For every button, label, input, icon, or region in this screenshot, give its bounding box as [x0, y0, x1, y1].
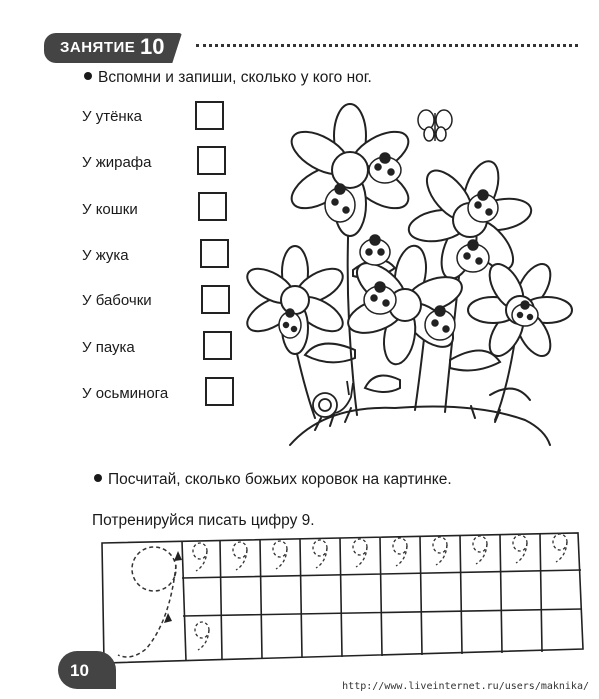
watermark-url[interactable]: http://www.liveinternet.ru/users/maknika/ — [342, 681, 589, 692]
task-text: Посчитай, сколько божьих коровок на картинке. — [108, 471, 452, 488]
answer-box-octopus[interactable] — [205, 377, 234, 406]
digit-writing-grid — [96, 531, 586, 671]
traced-nine — [513, 535, 527, 563]
answer-box-giraffe[interactable] — [197, 146, 226, 175]
traced-nine — [313, 540, 327, 568]
animal-label-giraffe: У жирафа — [82, 154, 152, 171]
animal-label-duckling: У утёнка — [82, 108, 142, 125]
header-dotted-line — [196, 44, 578, 47]
traced-nine — [393, 538, 407, 566]
task-text: Вспомни и запиши, сколько у кого ног. — [98, 69, 372, 86]
page-number: 10 — [70, 661, 89, 680]
lesson-title: ЗАНЯТИЕ — [60, 39, 136, 56]
answer-box-spider[interactable] — [203, 331, 232, 360]
task-instruction-ladybugs — [94, 471, 452, 489]
animal-label-spider: У паука — [82, 339, 135, 356]
answer-box-beetle[interactable] — [200, 239, 229, 268]
animal-label-butterfly: У бабочки — [82, 292, 152, 309]
answer-box-cat[interactable] — [198, 192, 227, 221]
bullet-icon — [94, 474, 102, 482]
stem — [415, 330, 425, 410]
traced-nine — [473, 536, 487, 564]
task-instruction-legs — [84, 69, 372, 87]
animal-label-octopus: У осьминога — [82, 385, 169, 402]
flowers-ladybugs-illustration — [245, 100, 585, 460]
butterfly — [418, 110, 452, 141]
traced-nine — [553, 534, 567, 562]
traced-nine — [353, 539, 367, 567]
sample-nine-large — [118, 541, 182, 657]
bullet-icon — [84, 72, 92, 80]
animal-label-cat: У кошки — [82, 201, 138, 218]
animal-label-beetle: У жука — [82, 247, 129, 264]
traced-nine — [233, 542, 247, 570]
traced-nine — [433, 537, 447, 565]
ladybug — [360, 235, 390, 265]
leaf — [490, 389, 530, 400]
leaf — [305, 344, 355, 363]
traced-nine — [193, 543, 207, 571]
answer-box-duckling[interactable] — [195, 101, 224, 130]
traced-nine — [195, 622, 209, 650]
answer-box-butterfly[interactable] — [201, 285, 230, 314]
flower — [245, 246, 348, 354]
traced-nine — [273, 541, 287, 569]
leaf — [365, 376, 400, 393]
task-instruction-digit: Потренируйся писать цифру 9. — [92, 512, 315, 529]
lesson-number: 10 — [140, 34, 165, 59]
